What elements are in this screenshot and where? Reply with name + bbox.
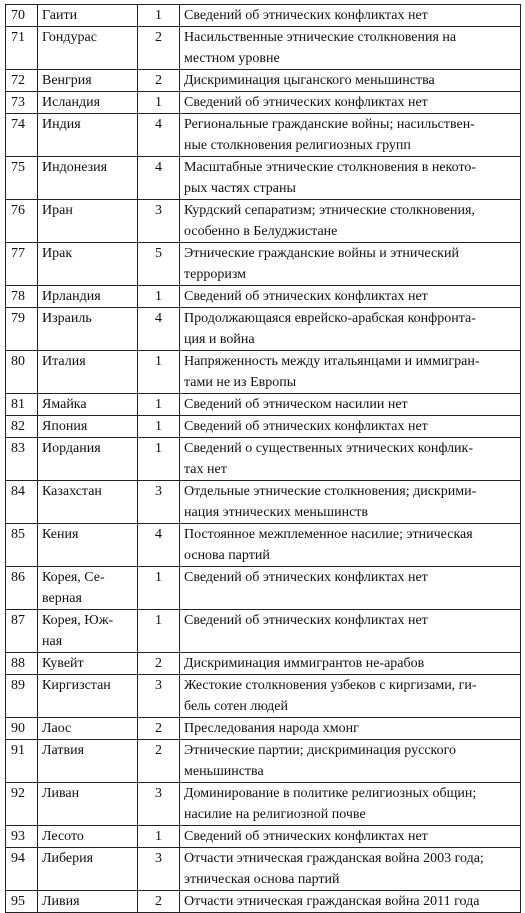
country-name: [38, 481, 138, 524]
conflict-description: [180, 848, 521, 891]
cell-line: Масштабные этнические столкновения в некото-: [184, 160, 477, 175]
country-name: [38, 394, 138, 416]
country-name: [38, 610, 138, 653]
conflict-description: [180, 610, 521, 653]
cell-line: Сведений об этнических конфликтах нет: [184, 613, 428, 628]
row-number: 95: [6, 891, 38, 913]
cell-line: Сведений о существенных этнических конфлик-: [184, 441, 474, 456]
row-number: 82: [6, 416, 38, 438]
cell-line: бель сотен людей: [184, 699, 288, 714]
country-name: [38, 524, 138, 567]
table-row: [6, 826, 521, 848]
table-row: [6, 481, 521, 524]
row-number: 80: [6, 351, 38, 394]
cell-line: насилие на религиозной почве: [184, 807, 366, 822]
country-name: [38, 567, 138, 610]
cell-line: Этнические гражданские войны и этнический: [184, 246, 459, 261]
conflict-description: [180, 70, 521, 92]
table-row: [6, 653, 521, 675]
table-row: [6, 783, 521, 826]
row-number: 71: [6, 27, 38, 70]
cell-line: Сведений об этническом насилии нет: [184, 397, 408, 412]
table-row: [6, 718, 521, 740]
conflict-score: 1: [138, 351, 180, 394]
cell-line: Либерия: [42, 851, 94, 866]
conflict-score: 2: [138, 740, 180, 783]
row-number: 81: [6, 394, 38, 416]
conflict-score: 2: [138, 27, 180, 70]
cell-line: Сведений об этнических конфликтах нет: [184, 419, 428, 434]
table-row: [6, 567, 521, 610]
conflict-description: [180, 826, 521, 848]
cell-line: Индонезия: [42, 160, 108, 175]
cell-line: Насильственные этнические столкновения на: [184, 30, 457, 45]
cell-line: Напряженность между итальянцами и иммигран-: [184, 354, 480, 369]
conflict-description: [180, 740, 521, 783]
cell-line: Исландия: [42, 95, 101, 110]
cell-line: Этнические партии; дискриминация русского: [184, 743, 457, 758]
conflict-description: [180, 308, 521, 351]
conflict-description: [180, 200, 521, 243]
country-name: [38, 740, 138, 783]
cell-line: Преследования народа хмонг: [184, 721, 359, 736]
row-number: 92: [6, 783, 38, 826]
row-number: 89: [6, 675, 38, 718]
cell-line: ная: [42, 634, 63, 649]
table-row: [6, 114, 521, 157]
country-name: [38, 416, 138, 438]
row-number: 70: [6, 5, 38, 27]
cell-line: меньшинства: [184, 764, 264, 779]
conflict-score: 4: [138, 308, 180, 351]
row-number: 72: [6, 70, 38, 92]
table-row: [6, 308, 521, 351]
country-name: [38, 438, 138, 481]
country-name: [38, 286, 138, 308]
cell-line: ные столкновения религиозных групп: [184, 138, 411, 153]
row-number: 78: [6, 286, 38, 308]
country-name: [38, 891, 138, 913]
conflict-description: [180, 416, 521, 438]
conflict-description: [180, 524, 521, 567]
cell-line: Доминирование в политике религиозных общин;: [184, 786, 477, 801]
conflict-description: [180, 157, 521, 200]
conflict-description: [180, 718, 521, 740]
cell-line: терроризм: [184, 267, 247, 282]
cell-line: Жестокие столкновения узбеков с киргизами, ги-: [184, 678, 477, 693]
row-number: 76: [6, 200, 38, 243]
table-row: [6, 243, 521, 286]
cell-line: Корея, Се-: [42, 570, 105, 585]
cell-line: Израиль: [42, 311, 92, 326]
row-number: 85: [6, 524, 38, 567]
cell-line: рых частях страны: [184, 181, 296, 196]
country-name: [38, 783, 138, 826]
conflict-description: [180, 92, 521, 114]
conflict-score: 1: [138, 92, 180, 114]
cell-line: основа партий: [184, 548, 270, 563]
conflict-score: 3: [138, 481, 180, 524]
row-number: 83: [6, 438, 38, 481]
cell-line: Лесото: [42, 829, 84, 844]
country-name: [38, 27, 138, 70]
conflict-score: 1: [138, 610, 180, 653]
conflict-score: 1: [138, 286, 180, 308]
cell-line: Сведений об этнических конфликтах нет: [184, 95, 428, 110]
cell-line: Сведений об этнических конфликтах нет: [184, 829, 428, 844]
conflict-description: [180, 351, 521, 394]
cell-line: особенно в Белуджистане: [184, 224, 338, 239]
row-number: 86: [6, 567, 38, 610]
cell-line: Ливия: [42, 894, 80, 909]
conflict-description: [180, 891, 521, 913]
cell-line: Гондурас: [42, 30, 97, 45]
conflict-description: [180, 481, 521, 524]
cell-line: Дискриминация иммигрантов не-арабов: [184, 656, 425, 671]
cell-line: Кувейт: [42, 656, 84, 671]
cell-line: Япония: [42, 419, 88, 434]
country-name: [38, 70, 138, 92]
cell-line: этническая основа партий: [184, 872, 340, 887]
table-row: [6, 524, 521, 567]
table-row: [6, 848, 521, 891]
conflict-score: 1: [138, 826, 180, 848]
country-name: [38, 114, 138, 157]
table-row: [6, 740, 521, 783]
cell-line: Отчасти этническая гражданская война 2003 года;: [184, 851, 484, 866]
cell-line: Ирландия: [42, 289, 101, 304]
country-name: [38, 157, 138, 200]
country-name: [38, 848, 138, 891]
cell-line: местном уровне: [184, 51, 280, 66]
conflict-score: 3: [138, 200, 180, 243]
cell-line: Латвия: [42, 743, 85, 758]
cell-line: Курдский сепаратизм; этнические столкновения,: [184, 203, 475, 218]
cell-line: Сведений об этнических конфликтах нет: [184, 570, 428, 585]
conflict-score: 2: [138, 891, 180, 913]
cell-line: Корея, Юж-: [42, 613, 114, 628]
table-row: [6, 394, 521, 416]
cell-line: Дискриминация цыганского меньшинства: [184, 73, 435, 88]
conflict-score: 4: [138, 114, 180, 157]
table-row: [6, 610, 521, 653]
conflict-score: 5: [138, 243, 180, 286]
cell-line: Региональные гражданские войны; насильствен-: [184, 117, 475, 132]
conflict-score: 2: [138, 653, 180, 675]
row-number: 90: [6, 718, 38, 740]
country-name: [38, 200, 138, 243]
table-row: [6, 92, 521, 114]
conflict-description: [180, 27, 521, 70]
country-name: [38, 675, 138, 718]
conflict-score: 1: [138, 394, 180, 416]
conflict-description: [180, 394, 521, 416]
row-number: 75: [6, 157, 38, 200]
country-name: [38, 718, 138, 740]
country-name: [38, 826, 138, 848]
row-number: 94: [6, 848, 38, 891]
table-row: [6, 286, 521, 308]
cell-line: Продолжающаяся еврейско-арабская конфронта-: [184, 311, 476, 326]
table-row: [6, 5, 521, 27]
country-name: [38, 243, 138, 286]
table-row: [6, 157, 521, 200]
table-row: [6, 70, 521, 92]
cell-line: Отдельные этнические столкновения; дискрими-: [184, 484, 477, 499]
cell-line: Казахстан: [42, 484, 102, 499]
cell-line: Лаос: [42, 721, 72, 736]
table-row: [6, 438, 521, 481]
cell-line: нация этнических меньшинств: [184, 505, 369, 520]
table-row: [6, 27, 521, 70]
row-number: 84: [6, 481, 38, 524]
conflict-score: 1: [138, 416, 180, 438]
conflict-score: 3: [138, 675, 180, 718]
conflict-description: [180, 5, 521, 27]
table-row: [6, 675, 521, 718]
conflict-score: 4: [138, 524, 180, 567]
cell-line: Ямайка: [42, 397, 87, 412]
conflict-score: 1: [138, 567, 180, 610]
cell-line: тами не из Европы: [184, 375, 297, 390]
table-row: [6, 891, 521, 913]
conflict-description: [180, 114, 521, 157]
country-name: [38, 92, 138, 114]
conflict-description: [180, 286, 521, 308]
conflict-description: [180, 653, 521, 675]
conflict-score: 3: [138, 783, 180, 826]
country-name: [38, 351, 138, 394]
cell-line: верная: [42, 591, 82, 606]
cell-line: Кения: [42, 527, 79, 542]
row-number: 77: [6, 243, 38, 286]
cell-line: Киргизстан: [42, 678, 111, 693]
cell-line: Сведений об этнических конфликтах нет: [184, 8, 428, 23]
conflict-score: 2: [138, 718, 180, 740]
row-number: 91: [6, 740, 38, 783]
cell-line: Гаити: [42, 8, 78, 23]
table-row: [6, 416, 521, 438]
conflict-score: 2: [138, 70, 180, 92]
cell-line: Ливан: [42, 786, 80, 801]
row-number: 93: [6, 826, 38, 848]
conflict-score: 1: [138, 438, 180, 481]
country-name: [38, 653, 138, 675]
cell-line: Индия: [42, 117, 81, 132]
cell-line: ция и война: [184, 332, 255, 347]
country-name: [38, 5, 138, 27]
cell-line: Отчасти этническая гражданская война 2011 года: [184, 894, 480, 909]
country-name: [38, 308, 138, 351]
row-number: 73: [6, 92, 38, 114]
conflict-description: [180, 243, 521, 286]
conflict-score: 3: [138, 848, 180, 891]
conflict-description: [180, 567, 521, 610]
row-number: 88: [6, 653, 38, 675]
conflict-description: [180, 783, 521, 826]
conflict-score: 1: [138, 5, 180, 27]
cell-line: Иордания: [42, 441, 101, 456]
cell-line: Ирак: [42, 246, 73, 261]
cell-line: Постоянное межплеменное насилие; этническая: [184, 527, 473, 542]
row-number: 74: [6, 114, 38, 157]
table-body: [6, 5, 521, 913]
ethnic-conflicts-table: [5, 4, 521, 913]
conflict-description: [180, 675, 521, 718]
conflict-description: [180, 438, 521, 481]
cell-line: Сведений об этнических конфликтах нет: [184, 289, 428, 304]
conflict-score: 4: [138, 157, 180, 200]
row-number: 87: [6, 610, 38, 653]
table-row: [6, 351, 521, 394]
cell-line: Иран: [42, 203, 73, 218]
table-row: [6, 200, 521, 243]
cell-line: Италия: [42, 354, 86, 369]
cell-line: тах нет: [184, 462, 227, 477]
cell-line: Венгрия: [42, 73, 92, 88]
row-number: 79: [6, 308, 38, 351]
